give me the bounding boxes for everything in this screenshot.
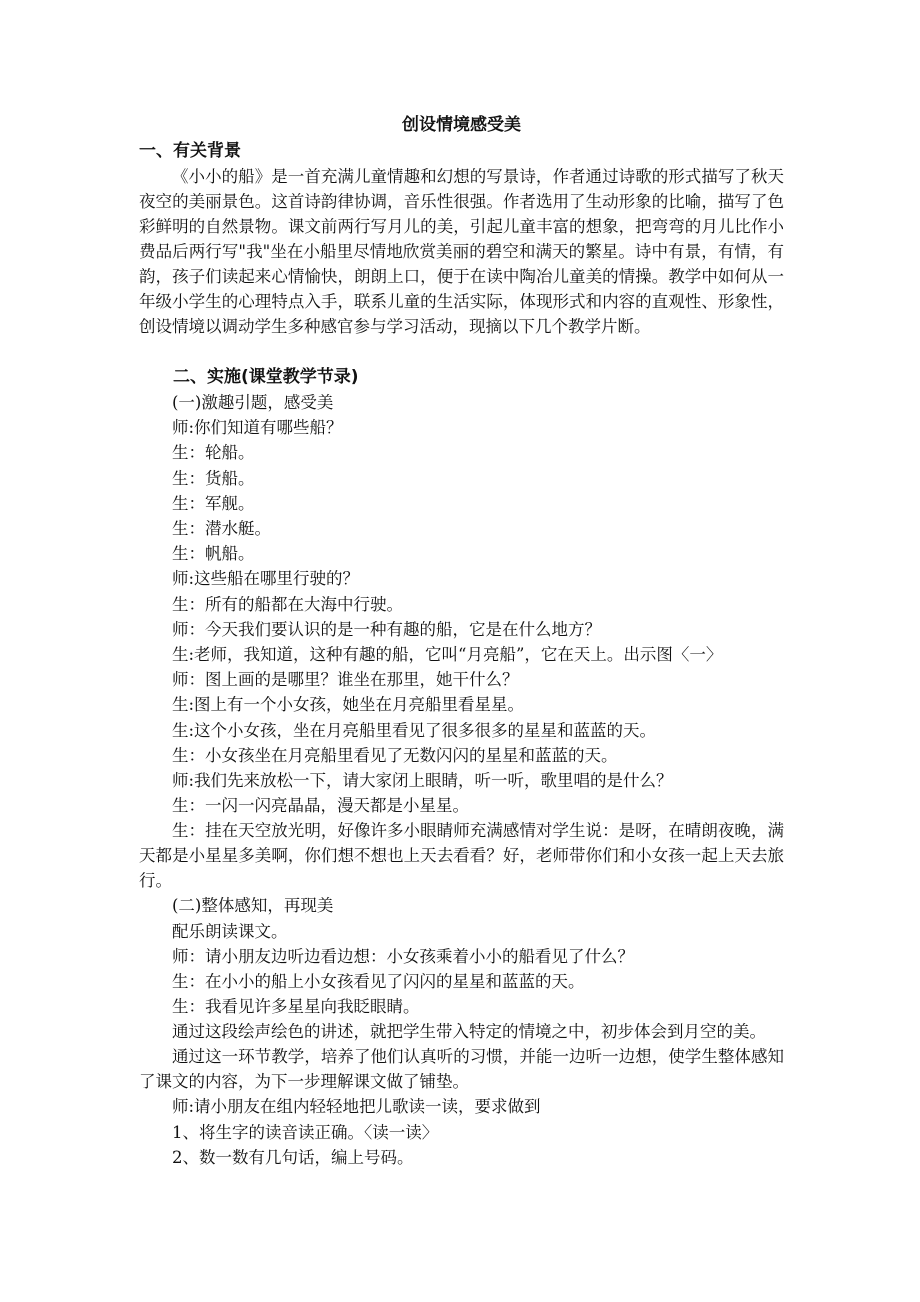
document-page	[139, 112, 784, 1170]
commentary-paragraph: 通过这一环节教学，培养了他们认真听的习惯，并能一边听一边想，使学生整体感知了课文的内容，为下一步理解课文做了铺垫。	[139, 1047, 784, 1092]
section1-paragraph: 《小小的船》是一首充满儿童情趣和幻想的写景诗，作者通过诗歌的形式描写了秋天夜空的美丽景色。这首诗韵律协调，音乐性很强。作者选用了生动形象的比喻，描写了色彩鲜明的自然景物。课文前两行写月儿的美，引起儿童丰富的想象，把弯弯的月儿比作小费品后两行写"我"坐在小船里尽情地欣赏美丽的碧空和满天的繁星。诗中有景，有情，有韵，孩子们读起来心情愉快，朗朗上口，便于在读中陶冶儿童美的情操。教学中如何从一年级小学生的心理特点入手，联系儿童的生活实际，体现形式和内容的直观性、形象性，创设情境以调动学生多种感官参与学习活动，现摘以下几个教学片断。	[139, 167, 784, 336]
section2-heading: 二、实施(课堂教学节录)	[173, 367, 359, 387]
dialogue-line: 生:图上有一个小女孩，她坐在月亮船里看星星。	[172, 695, 525, 715]
dialogue-line: 师：图上画的是哪里？谁坐在那里，她干什么？	[172, 670, 519, 690]
dialogue-line: 师:你们知道有哪些船？	[172, 418, 343, 438]
dialogue-line: 生：货船。	[172, 468, 255, 488]
dialogue-line: 师:这些船在哪里行驶的？	[172, 569, 360, 589]
section1-heading: 一、有关背景	[139, 141, 241, 161]
dialogue-line: 生：一闪一闪亮晶晶，漫天都是小星星。	[172, 796, 469, 816]
dialogue-line: 生:这个小女孩，坐在月亮船里看见了很多很多的星星和蓝蓝的天。	[172, 720, 657, 740]
dialogue-line: 生：帆船。	[172, 544, 255, 564]
dialogue-line: 生：小女孩坐在月亮船里看见了无数闪闪的星星和蓝蓝的天。	[172, 745, 618, 765]
dialogue-line: 师：今天我们要认识的是一种有趣的船，它是在什么地方？	[172, 619, 601, 639]
paragraph-gap	[139, 339, 784, 364]
dialogue-line: 师：请小朋友边听边看边想：小女孩乘着小小的船看见了什么？	[172, 946, 634, 966]
dialogue-line: 生:老师，我知道，这种有趣的船，它叫“月亮船”，它在天上。出示图〈一〉	[172, 645, 723, 665]
dialogue-line: 生：所有的船都在大海中行驶。	[172, 594, 403, 614]
document-title: 创设情境感受美	[402, 115, 521, 135]
dialogue-paragraph: 生：挂在天空放光明，好像许多小眼睛师充满感情对学生说：是呀，在晴朗夜晚，满天都是小星星多美啊，你们想不想也上天去看看？好，老师带你们和小女孩一起上天去旅行。	[139, 821, 784, 891]
dialogue-line: 2、数一数有几句话，编上号码。	[172, 1147, 414, 1167]
dialogue-line: (一)激趣引题，感受美	[172, 393, 334, 412]
dialogue-line: 生：军舰。	[172, 493, 255, 513]
dialogue-line: 师:请小朋友在组内轻轻地把儿歌读一读，要求做到	[172, 1097, 541, 1117]
dialogue-line: 1、将生字的读音读正确。〈读一读〉	[172, 1122, 439, 1142]
dialogue-line: 配乐朗读课文。	[172, 921, 288, 941]
commentary-paragraph: 通过这段绘声绘色的讲述，就把学生带入特定的情境之中，初步体会到月空的美。	[172, 1022, 766, 1042]
dialogue-line: 生：在小小的船上小女孩看见了闪闪的星星和蓝蓝的天。	[172, 972, 585, 992]
dialogue-line: 师:我们先来放松一下，请大家闭上眼睛，听一听，歌里唱的是什么？	[172, 771, 673, 791]
dialogue-line: 生：潜水艇。	[172, 519, 271, 539]
dialogue-line: (二)整体感知，再现美	[172, 896, 334, 916]
dialogue-line: 生：我看见许多星星向我眨眼睛。	[172, 997, 420, 1017]
dialogue-line: 生：轮船。	[172, 443, 255, 463]
